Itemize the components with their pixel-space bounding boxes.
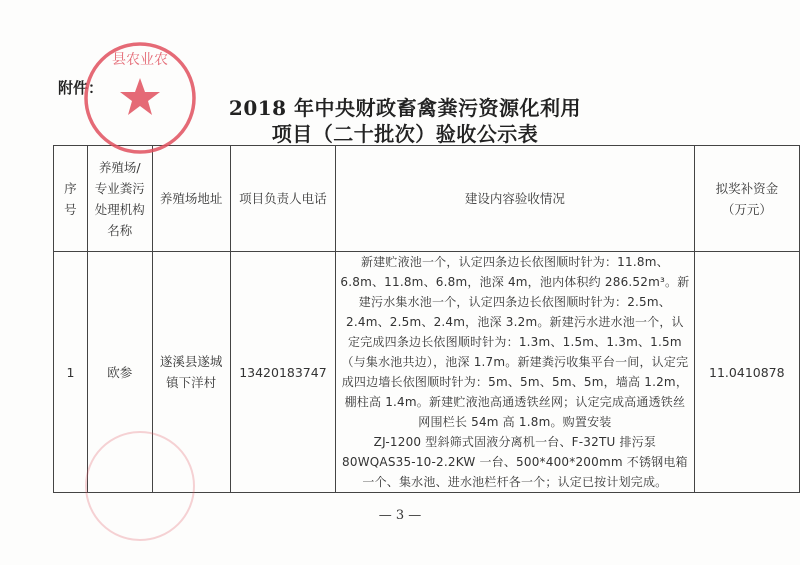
cell-content — [336, 252, 695, 493]
official-seal-icon — [82, 40, 198, 156]
attachment-label: 附件： — [58, 79, 104, 97]
document-title-line1: 2018 年中央财政畜禽粪污资源化利用 — [228, 96, 582, 120]
content-text-centered: ZJ-1200 型斜筛式固液分离机一台、F-32TU 排污泵 80WQAS35-10-2.2KW 一台、500*400*200mm 不锈钢电箱一个、集水池、进水池栏杆各一个；认定已按计划完成。 — [342, 435, 688, 489]
header-address: 养殖场地址 — [152, 146, 230, 252]
cell-address: 遂溪县遂城镇下洋村 — [152, 252, 230, 493]
document-title-line2: 项目（二十批次）验收公示表 — [271, 122, 539, 146]
cell-seq: 1 — [54, 252, 88, 493]
table-header-row — [54, 146, 800, 252]
cell-subsidy: 11.0410878 — [694, 252, 799, 493]
header-phone: 项目负责人电话 — [230, 146, 335, 252]
content-text: 新建贮液池一个，认定四条边长依图顺时针为：11.8m、6.8m、11.8m、6.8m，池深 4m，池内体积约 286.52m³。新建污水集水池一个，认定四条边长依图顺时针为：2.5m、2.4m、2.5m、2.4m，池深 3.2m。新建污水进水池一个，认定完成四条边长依图顺时针为：1.3m、1.5m、1.3m、1.5m（与集水池共边），池深 1.7m。新建粪污收集平台一间，认定完成四边墙长依图顺时针为：5m、5m、5m、5m，墙高 1.2m，棚柱高 1.4m。新建贮液池高通透铁丝网；认定完成高通透铁丝网围栏长 54m 高 1.8m。购置安装 — [340, 255, 690, 429]
svg-text:县农业农: 县农业农 — [112, 52, 168, 68]
acceptance-table — [53, 145, 800, 493]
page-number: — 3 — — [378, 508, 422, 523]
cell-name: 欧参 — [87, 252, 152, 493]
header-name: 养殖场/专业粪污处理机构名称 — [87, 146, 152, 252]
table-row — [54, 252, 800, 493]
header-seq: 序号 — [54, 146, 88, 252]
cell-phone: 13420183747 — [230, 252, 335, 493]
header-content: 建设内容验收情况 — [336, 146, 695, 252]
header-subsidy: 拟奖补资金（万元） — [694, 146, 799, 252]
